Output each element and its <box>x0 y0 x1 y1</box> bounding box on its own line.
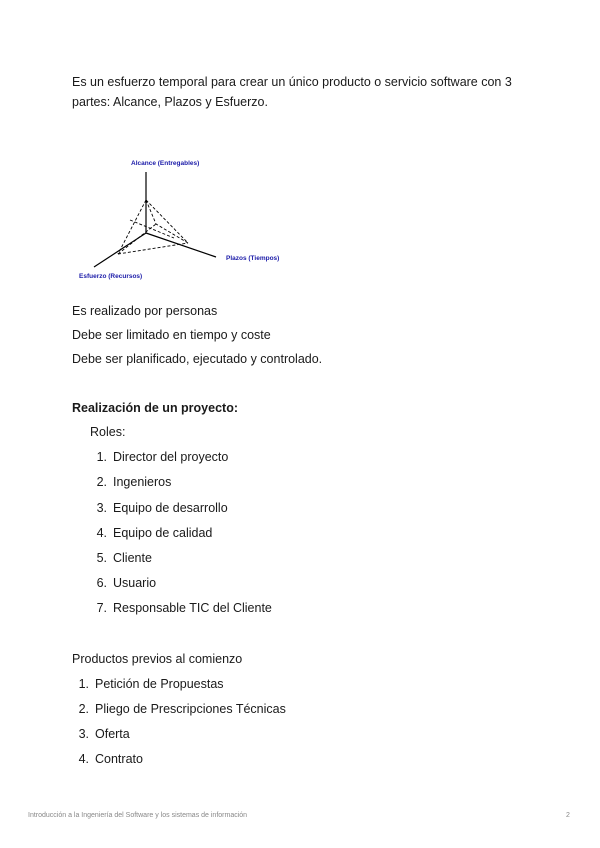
products-label: Productos previos al comienzo <box>72 652 243 666</box>
list-item: 2. Ingenieros <box>96 475 172 489</box>
axis-plazos <box>146 233 216 257</box>
roles-label: Roles: <box>90 425 126 439</box>
label-alcance: Alcance (Entregables) <box>131 160 200 167</box>
list-item: 4. Contrato <box>78 752 143 766</box>
label-esfuerzo: Esfuerzo (Recursos) <box>79 273 143 280</box>
section-title: Realización de un proyecto: <box>72 401 239 415</box>
fact-item: Debe ser limitado en tiempo y coste <box>72 328 271 342</box>
list-item: 2. Pliego de Prescripciones Técnicas <box>78 702 286 716</box>
page-number: 2 <box>566 812 570 819</box>
list-item: 1. Director del proyecto <box>96 450 229 464</box>
list-item: 1. Petición de Propuestas <box>78 677 224 691</box>
list-item: 5. Cliente <box>96 551 152 565</box>
list-item: 4. Equipo de calidad <box>96 526 213 540</box>
list-item: 6. Usuario <box>96 576 157 590</box>
footer-text: Introducción a la Ingeniería del Software y los sistemas de información <box>28 812 248 819</box>
dashed-triangle <box>118 200 188 254</box>
project-triangle-diagram <box>70 150 300 290</box>
list-item: 3. Equipo de desarrollo <box>96 501 228 515</box>
intro-paragraph: Es un esfuerzo temporal para crear un único producto o servicio software con 3 partes: Alcance, Plazos y Esfuerzo. <box>72 75 512 109</box>
fact-item: Debe ser planificado, ejecutado y controlado. <box>72 352 323 366</box>
fact-item: Es realizado por personas <box>72 304 218 318</box>
list-item: 7. Responsable TIC del Cliente <box>96 601 272 615</box>
list-item: 3. Oferta <box>78 727 130 741</box>
label-plazos: Plazos (Tiempos) <box>226 255 280 262</box>
